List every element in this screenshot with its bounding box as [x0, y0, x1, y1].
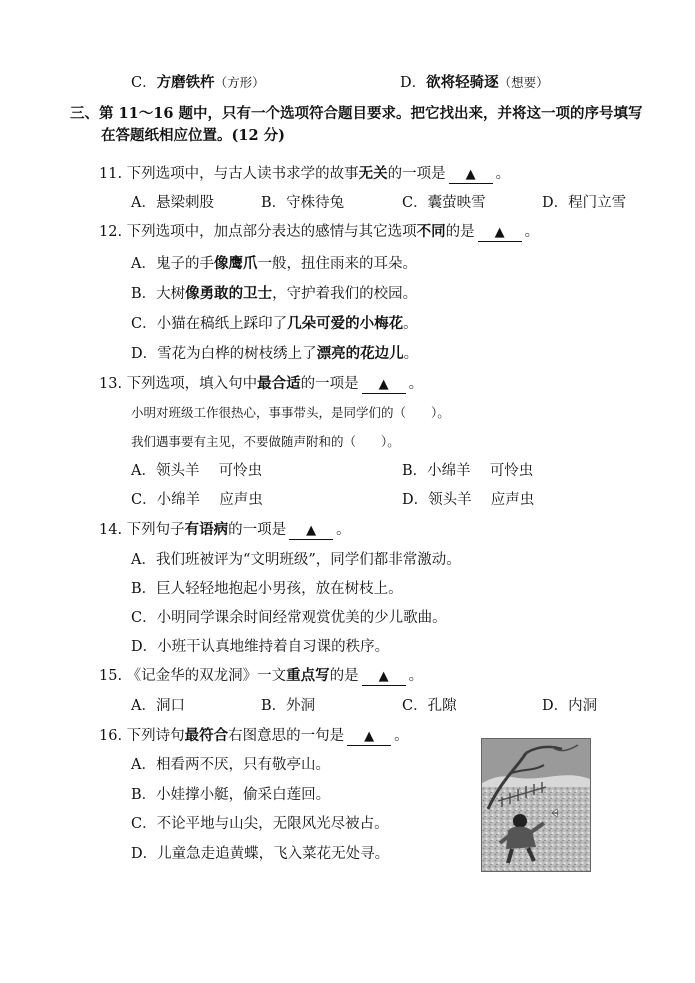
answer-blank: ▲ [478, 224, 522, 242]
q12-option-b: B．大树像勇敢的卫士，守护着我们的校园。 [131, 285, 418, 302]
q16-option-c: C．不论平地与山尖，无限风光尽被占。 [131, 816, 389, 832]
q13-sentence-2: 我们遇事要有主见，不要做随声附和的（ ）。 [131, 434, 400, 449]
q14-option-a: A．我们班被评为“文明班级”，同学们都非常激动。 [131, 552, 461, 568]
q16-option-d: D．儿童急走追黄蝶，飞入菜花无处寻。 [131, 846, 390, 862]
section-heading-line-1: 三、第 11～16 题中，只有一个选项符合题目要求。把它找出来，并将这一项的序号填写 [70, 105, 643, 122]
answer-blank: ▲ [347, 728, 391, 746]
q12-option-c: C．小猫在稿纸上踩印了几朵可爱的小梅花。 [131, 315, 418, 332]
q16-option-b: B．小娃撑小艇，偷采白莲回。 [131, 787, 331, 803]
q11-option-b: B．守株待兔 [261, 195, 345, 211]
question-14: 14. 下列句子有语病的一项是 ▲ 。 [99, 521, 351, 538]
answer-blank: ▲ [362, 376, 406, 394]
question-12: 12. 下列选项中，加点部分表达的感情与其它选项不同的是 ▲ 。 [99, 223, 540, 240]
child-chasing-butterfly-illustration [481, 738, 591, 872]
question-13: 13. 下列选项，填入句中最合适的一项是 ▲ 。 [99, 375, 424, 392]
q14-option-b: B．巨人轻轻地抱起小男孩，放在树枝上。 [131, 581, 403, 597]
answer-blank: ▲ [362, 668, 406, 686]
q11-option-a: A．悬梁刺股 [131, 195, 214, 211]
q14-option-c: C．小明同学课余时间经常观赏优美的少儿歌曲。 [131, 610, 447, 626]
q13-option-a: A．领头羊 可怜虫 [131, 463, 263, 479]
q15-option-d: D．内洞 [542, 698, 598, 714]
question-15: 15. 《记金华的双龙洞》一文重点写的是 ▲ 。 [99, 667, 424, 684]
answer-blank: ▲ [289, 522, 333, 540]
q15-option-b: B．外洞 [261, 698, 316, 714]
q12-option-a: A．鬼子的手像鹰爪一般，扭住雨来的耳朵。 [131, 255, 417, 272]
q13-sentence-1: 小明对班级工作很热心，事事带头，是同学们的（ ）。 [131, 405, 450, 420]
q14-option-d: D．小班干认真地维持着自习课的秩序。 [131, 639, 390, 655]
q11-option-c: C．囊萤映雪 [402, 195, 486, 211]
option-d-yujiangqingqizhu: D．欲将轻骑逐（想要） [400, 74, 549, 91]
section-heading-line-2: 在答题纸相应位置。(12 分) [101, 127, 285, 144]
q15-option-a: A．洞口 [131, 698, 185, 714]
q15-option-c: C．孔隙 [402, 698, 457, 714]
option-c-fangmotiechu: C．方磨铁杵（方形） [131, 74, 265, 91]
q12-option-d: D．雪花为白桦的树枝绣上了漂亮的花边儿。 [131, 345, 419, 362]
question-16: 16. 下列诗句最符合右图意思的一句是 ▲ 。 [99, 727, 409, 744]
q11-option-d: D．程门立雪 [542, 195, 627, 211]
question-11: 11. 下列选项中，与古人读书求学的故事无关的一项是 ▲ 。 [99, 165, 511, 182]
q13-option-c: C．小绵羊 应声虫 [131, 492, 263, 508]
answer-blank: ▲ [449, 166, 493, 184]
q13-option-b: B．小绵羊 可怜虫 [402, 463, 534, 479]
q16-option-a: A．相看两不厌，只有敬亭山。 [131, 757, 330, 773]
q13-option-d: D．领头羊 应声虫 [402, 492, 535, 508]
